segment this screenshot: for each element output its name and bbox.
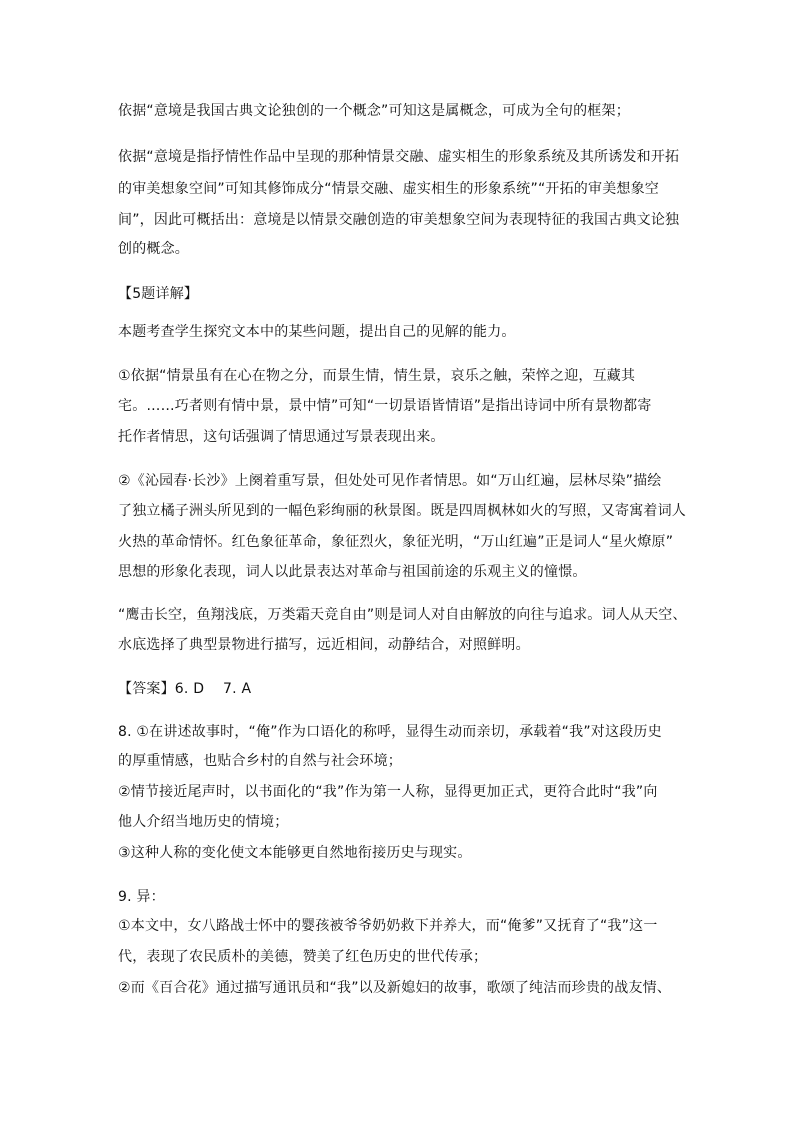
paragraph-line: 9. 异：: [118, 889, 165, 905]
paragraph-line: ①本文中，女八路战士怀中的婴孩被爷爷奶奶救下并养大，而“俺爹”又抚育了“我”这一: [118, 918, 658, 934]
paragraph-line: 宅。……巧者则有情中景，景中情”可知“一切景语皆情语”是指出诗词中所有景物都寄: [118, 398, 652, 414]
paragraph-line: 的审美想象空间”可知其修饰成分“情景交融、虚实相生的形象系统”“开拓的审美想象空: [118, 181, 660, 197]
paragraph-line: ②情节接近尾声时，以书面化的“我”作为第一人称，显得更加正式，更符合此时“我”向: [118, 784, 658, 800]
section-heading: 【5题详解】: [118, 286, 199, 302]
paragraph-line: 他人介绍当地历史的情境；: [118, 814, 289, 830]
paragraph-line: ①依据“情景虽有在心在物之分，而景生情，情生景，哀乐之触，荣悴之迎，互藏其: [118, 368, 636, 384]
answer-line: 【答案】6. D 7. A: [118, 681, 252, 697]
paragraph-line: ③这种人称的变化使文本能够更自然地衔接历史与现实。: [118, 845, 472, 861]
paragraph-line: 8. ①在讲述故事时，“俺”作为口语化的称呼，显得生动而亲切，承载着“我”对这段历史: [118, 724, 662, 740]
paragraph-line: 代，表现了农民质朴的美德，赞美了红色历史的世代传承；: [118, 949, 488, 965]
paragraph-line: 了独立橘子洲头所见到的一幅色彩绚丽的秋景图。既是四周枫林如火的写照，又寄寓着词人: [118, 503, 686, 519]
paragraph-line: 间”，因此可概括出：意境是以情景交融创造的审美想象空间为表现特征的我国古典文论独: [118, 212, 680, 228]
paragraph-line: 火热的革命情怀。红色象征革命，象征烈火，象征光明，“万山红遍”正是词人“星火燎原”: [118, 534, 674, 550]
paragraph-line: 依据“意境是我国古典文论独创的一个概念”可知这是属概念，可成为全句的框架；: [118, 103, 630, 119]
paragraph-line: 水底选择了典型景物进行描写，远近相间，动静结合，对照鲜明。: [118, 637, 530, 653]
paragraph-line: 的厚重情感，也贴合乡村的自然与社会环境；: [118, 753, 402, 769]
paragraph-line: ②《沁园春·长沙》上阕着重写景，但处处可见作者情思。如“万山红遍，层林尽染”描绘: [118, 473, 662, 489]
paragraph-line: 本题考查学生探究文本中的某些问题，提出自己的见解的能力。: [118, 324, 516, 340]
paragraph-line: ②而《百合花》通过描写通讯员和“我”以及新媳妇的故事，歌颂了纯洁而珍贵的战友情、: [118, 980, 672, 996]
paragraph-line: “鹰击长空，鱼翔浅底，万类霜天竞自由”则是词人对自由解放的向往与追求。词人从天空、: [118, 607, 687, 623]
paragraph-line: 托作者情思，这句话强调了情思通过写景表现出来。: [118, 429, 445, 445]
paragraph-line: 思想的形象化表现，词人以此景表达对革命与祖国前途的乐观主义的憧憬。: [118, 564, 587, 580]
paragraph-line: 创的概念。: [118, 241, 189, 257]
paragraph-line: 依据“意境是指抒情性作品中呈现的那种情景交融、虚实相生的形象系统及其所诱发和开拓: [118, 149, 680, 165]
